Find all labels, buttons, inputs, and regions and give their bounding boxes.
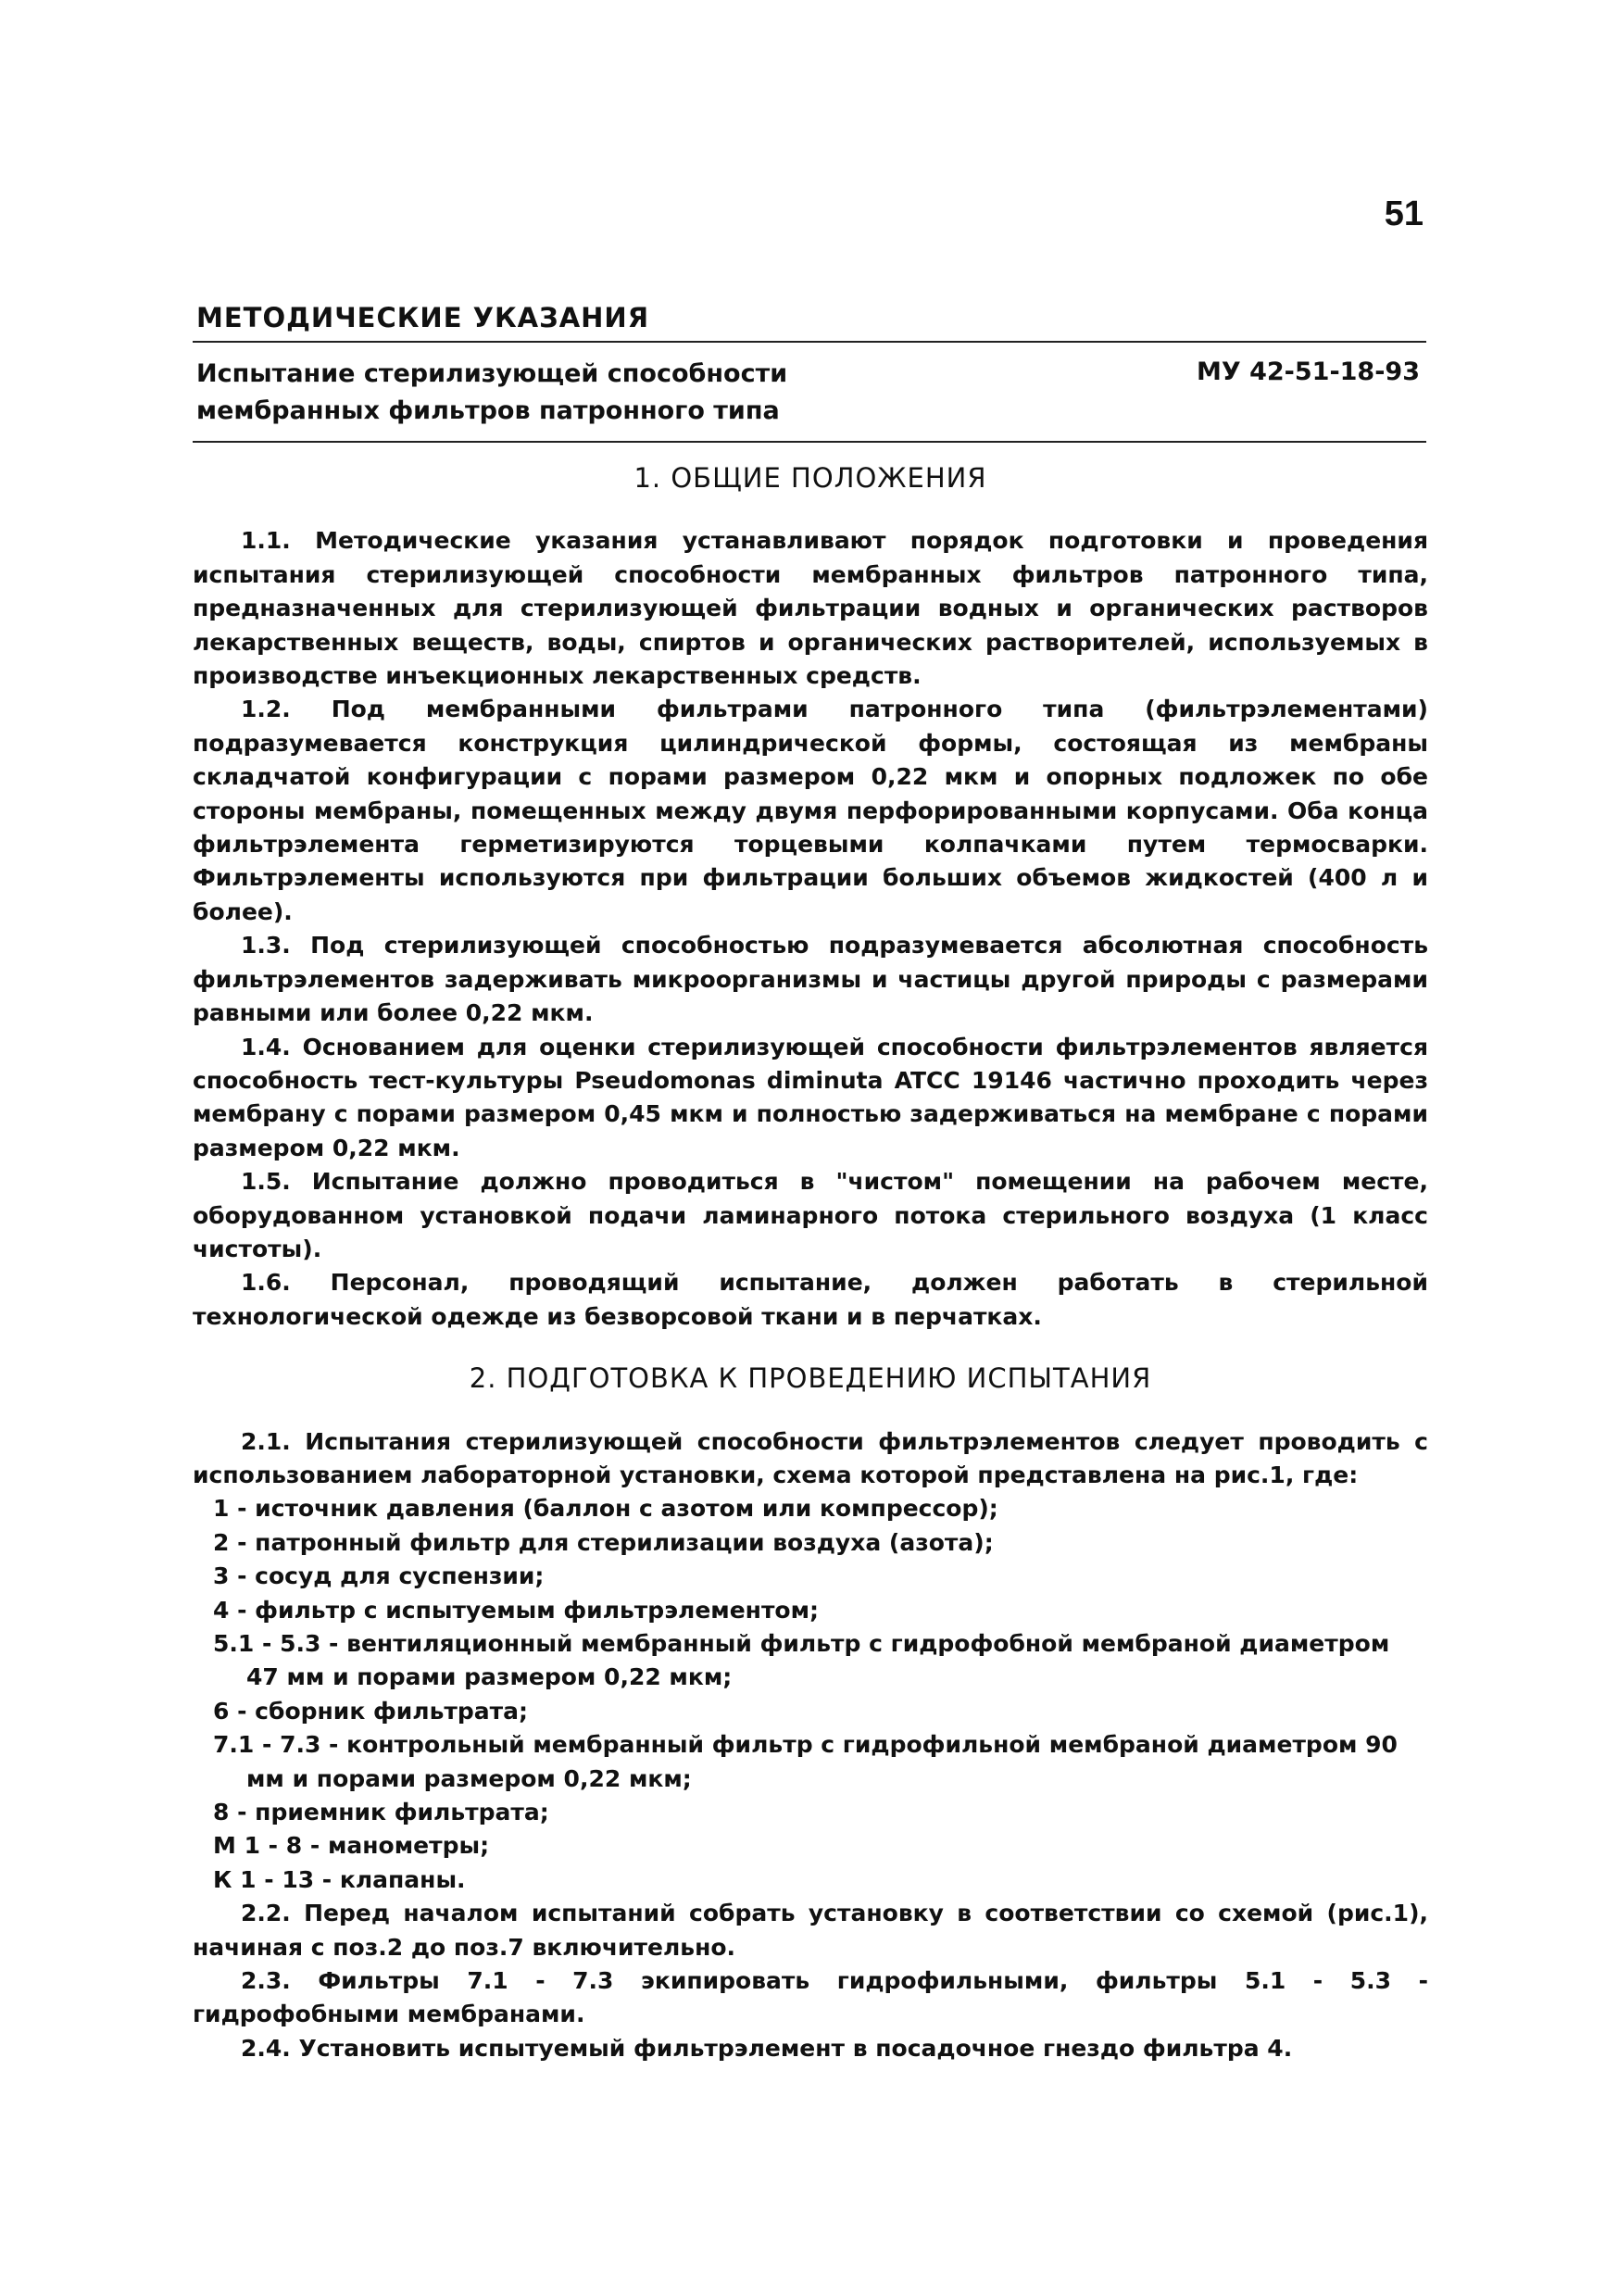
section-1-heading: 1. ОБЩИЕ ПОЛОЖЕНИЯ — [633, 462, 987, 494]
header-bottom-rule — [193, 441, 1426, 443]
legend-item: 6 - сборник фильтрата; — [213, 1697, 529, 1725]
document-code: МУ 42-51-18-93 — [1197, 358, 1420, 386]
document-body — [193, 461, 1428, 2065]
figure-legend-list — [193, 1492, 1428, 1897]
document-title — [196, 356, 1030, 430]
header-top-rule — [193, 341, 1426, 343]
paragraph-2-3: 2.3. Фильтры 7.1 - 7.3 экипировать гидрофильными, фильтры 5.1 - 5.3 - гидрофобными мембранами. — [193, 1967, 1428, 2028]
paragraph-1-4: 1.4. Основанием для оценки стерилизующей способности фильтрэлементов является способность тест-культуры Pseudomonas diminuta ATCC 19146 частично проходить через мембрану с порами размером 0,45 мкм и полностью задерживаться на мембране с порами размером 0,22 мкм. — [193, 1033, 1428, 1161]
paragraph-1-2: 1.2. Под мембранными фильтрами патронного типа (фильтрэлементами) подразумевается конструкция цилиндрической формы, состоящая из мембраны складчатой конфигурации с порами размером 0,22 мкм и опорных подложек по обе стороны мембраны, помещенных между двумя перфорированными корпусами. Оба конца фильтрэлемента герметизируются торцевыми колпачками путем термосварки. Фильтрэлементы используются при фильтрации больших объемов жидкостей (400 л и более). — [193, 696, 1428, 925]
legend-item: 2 - патронный фильтр для стерилизации воздуха (азота); — [213, 1528, 994, 1556]
document-title-line-1: Испытание стерилизующей способности — [196, 359, 788, 388]
paragraph-2-2: 2.2. Перед началом испытаний собрать установку в соответствии со схемой (рис.1), начиная с поз.2 до поз.7 включительно. — [193, 1900, 1428, 1961]
paragraph-2-4: 2.4. Установить испытуемый фильтрэлемент в посадочное гнездо фильтра 4. — [241, 2034, 1293, 2062]
paragraph-1-1: 1.1. Методические указания устанавливают порядок подготовки и проведения испытания стерилизующей способности мембранных фильтров патронного типа, предназначенных для стерилизующей фильтрации водных и органических растворов лекарственных веществ, воды, спиртов и органических растворителей, используемых в производстве инъекционных лекарственных средств. — [193, 527, 1428, 690]
document-title-line-2: мембранных фильтров патронного типа — [196, 396, 780, 425]
legend-item: 7.1 - 7.3 - контрольный мембранный фильтр с гидрофильной мембраной диаметром 90 мм и порами размером 0,22 мкм; — [213, 1731, 1398, 1792]
paragraph-1-6: 1.6. Персонал, проводящий испытание, должен работать в стерильной технологической одежде из безворсовой ткани и в перчатках. — [193, 1269, 1428, 1330]
page-number: 51 — [1384, 194, 1424, 233]
legend-item: 8 - приемник фильтрата; — [213, 1799, 549, 1826]
section-2-heading: 2. ПОДГОТОВКА К ПРОВЕДЕНИЮ ИСПЫТАНИЯ — [469, 1362, 1152, 1395]
legend-item: 3 - сосуд для суспензии; — [213, 1562, 545, 1590]
legend-item: 5.1 - 5.3 - вентиляционный мембранный фильтр с гидрофобной мембраной диаметром 47 мм и порами размером 0,22 мкм; — [213, 1630, 1390, 1691]
document-type: МЕТОДИЧЕСКИЕ УКАЗАНИЯ — [196, 302, 650, 333]
legend-item: К 1 - 13 - клапаны. — [213, 1865, 466, 1893]
legend-item: 1 - источник давления (баллон с азотом или компрессор); — [213, 1495, 998, 1523]
legend-item: М 1 - 8 - манометры; — [213, 1832, 490, 1860]
paragraph-1-3: 1.3. Под стерилизующей способностью подразумевается абсолютная способность фильтрэлементов задерживать микроорганизмы и частицы другой природы с размерами равными или более 0,22 мкм. — [193, 932, 1428, 1027]
paragraph-2-1: 2.1. Испытания стерилизующей способности фильтрэлементов следует проводить с использованием лабораторной установки, схема которой представлена на рис.1, где: — [193, 1427, 1428, 1488]
paragraph-1-5: 1.5. Испытание должно проводиться в "чистом" помещении на рабочем месте, оборудованном установкой подачи ламинарного потока стерильного воздуха (1 класс чистоты). — [193, 1168, 1428, 1262]
legend-item: 4 - фильтр с испытуемым фильтрэлементом; — [213, 1596, 820, 1624]
